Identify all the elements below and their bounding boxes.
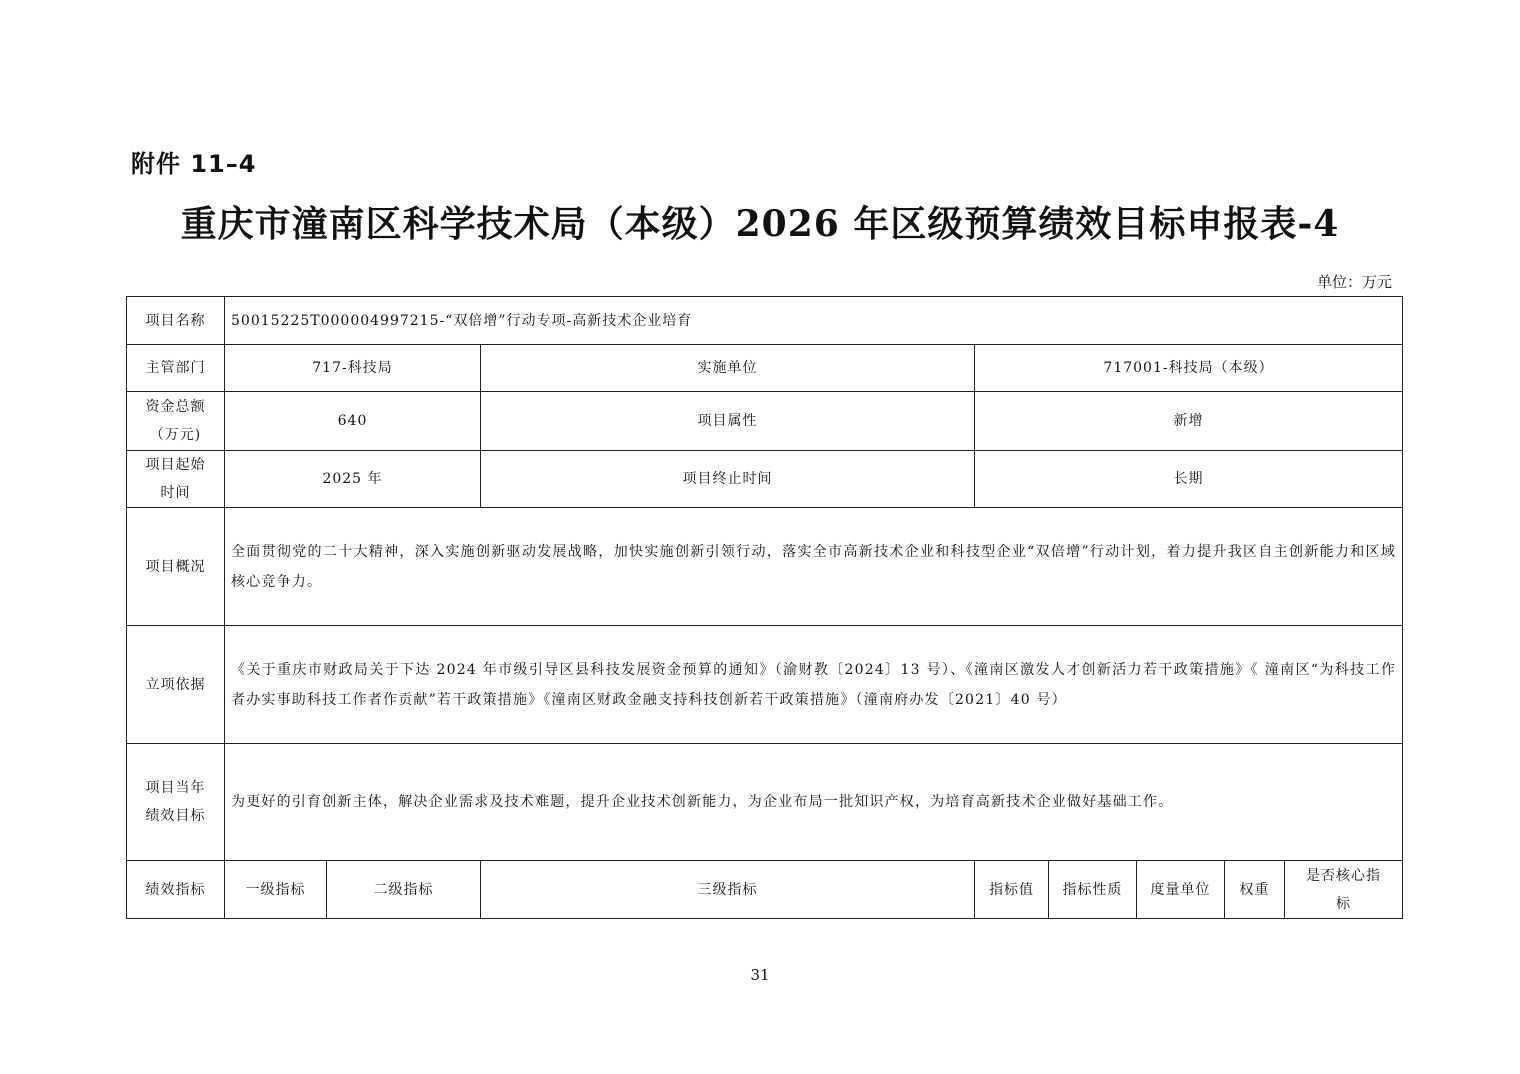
- department-label: 主管部门: [127, 345, 225, 392]
- col-is-core-line1: 是否核心指: [1306, 867, 1381, 884]
- project-name-label: 项目名称: [127, 297, 225, 345]
- col-is-core-line2: 标: [1336, 895, 1351, 912]
- col-indicator-value: 指标值: [975, 861, 1049, 919]
- start-time-label-line2: 时间: [160, 485, 191, 501]
- attribute-value: 新增: [975, 392, 1403, 451]
- document-title: 重庆市潼南区科学技术局（本级）2026 年区级预算绩效目标申报表-4: [180, 203, 1340, 245]
- col-indicator-nature: 指标性质: [1049, 861, 1137, 919]
- row-annual-goal: [127, 744, 1403, 861]
- basis-label: 立项依据: [127, 626, 225, 744]
- col-level1: 一级指标: [225, 861, 327, 919]
- total-funds-label-line2: （万元): [149, 427, 202, 443]
- col-is-core: [1285, 861, 1403, 919]
- overview-value: [225, 508, 1403, 626]
- row-total-funds: [127, 392, 1403, 451]
- basis-text: 《关于重庆市财政局关于下达 2024 年市级引导区县科技发展资金预算的通知》（渝财教〔2024〕13 号）、《潼南区激发人才创新活力若干政策措施》《 潼南区“为科技工作者办实事助科技工作者作贡献”若干政策措施》《潼南区财政金融支持科技创新若干政策措施》（潼南府办发〔2021〕40 号）: [231, 661, 1397, 708]
- annual-goal-value: [225, 744, 1403, 861]
- start-time-label-line1: 项目起始: [145, 457, 206, 473]
- indicators-label: 绩效指标: [127, 861, 225, 919]
- budget-goal-form: [126, 296, 1403, 919]
- unit-label: 单位：万元: [1316, 273, 1392, 291]
- annual-goal-label: [127, 744, 225, 861]
- overview-text: 全面贯彻党的二十大精神，深入实施创新驱动发展战略，加快实施创新引领行动，落实全市高新技术企业和科技型企业“双倍增”行动计划，着力提升我区自主创新能力和区域核心竞争力。: [231, 543, 1397, 590]
- row-project-name: [127, 297, 1403, 345]
- end-time-value: 长期: [975, 451, 1403, 508]
- col-level2: 二级指标: [327, 861, 481, 919]
- annual-goal-label-line2: 绩效目标: [145, 808, 206, 824]
- row-overview: [127, 508, 1403, 626]
- overview-label: 项目概况: [127, 508, 225, 626]
- col-weight: 权重: [1225, 861, 1285, 919]
- end-time-label: 项目终止时间: [481, 451, 975, 508]
- col-level3: 三级指标: [481, 861, 975, 919]
- row-basis: [127, 626, 1403, 744]
- page-number: 31: [750, 966, 770, 984]
- total-funds-label-line1: 资金总额: [145, 399, 206, 415]
- implementer-value: 717001-科技局（本级）: [975, 345, 1403, 392]
- total-funds-label: [127, 392, 225, 451]
- start-time-value: 2025 年: [225, 451, 481, 508]
- attachment-label: 附件 11–4: [131, 150, 257, 178]
- project-name-value: 50015225T000004997215-“双倍增”行动专项-高新技术企业培育: [225, 297, 1403, 345]
- implementer-label: 实施单位: [481, 345, 975, 392]
- total-funds-value: 640: [225, 392, 481, 451]
- attribute-label: 项目属性: [481, 392, 975, 451]
- basis-value: [225, 626, 1403, 744]
- row-start-time: [127, 451, 1403, 508]
- start-time-label: [127, 451, 225, 508]
- col-measure-unit: 度量单位: [1137, 861, 1225, 919]
- department-value: 717-科技局: [225, 345, 481, 392]
- annual-goal-text: 为更好的引育创新主体，解决企业需求及技术难题，提升企业技术创新能力，为企业布局一批知识产权，为培育高新技术企业做好基础工作。: [231, 794, 1174, 810]
- row-indicators-header: [127, 861, 1403, 919]
- annual-goal-label-line1: 项目当年: [145, 780, 206, 796]
- row-department: [127, 345, 1403, 392]
